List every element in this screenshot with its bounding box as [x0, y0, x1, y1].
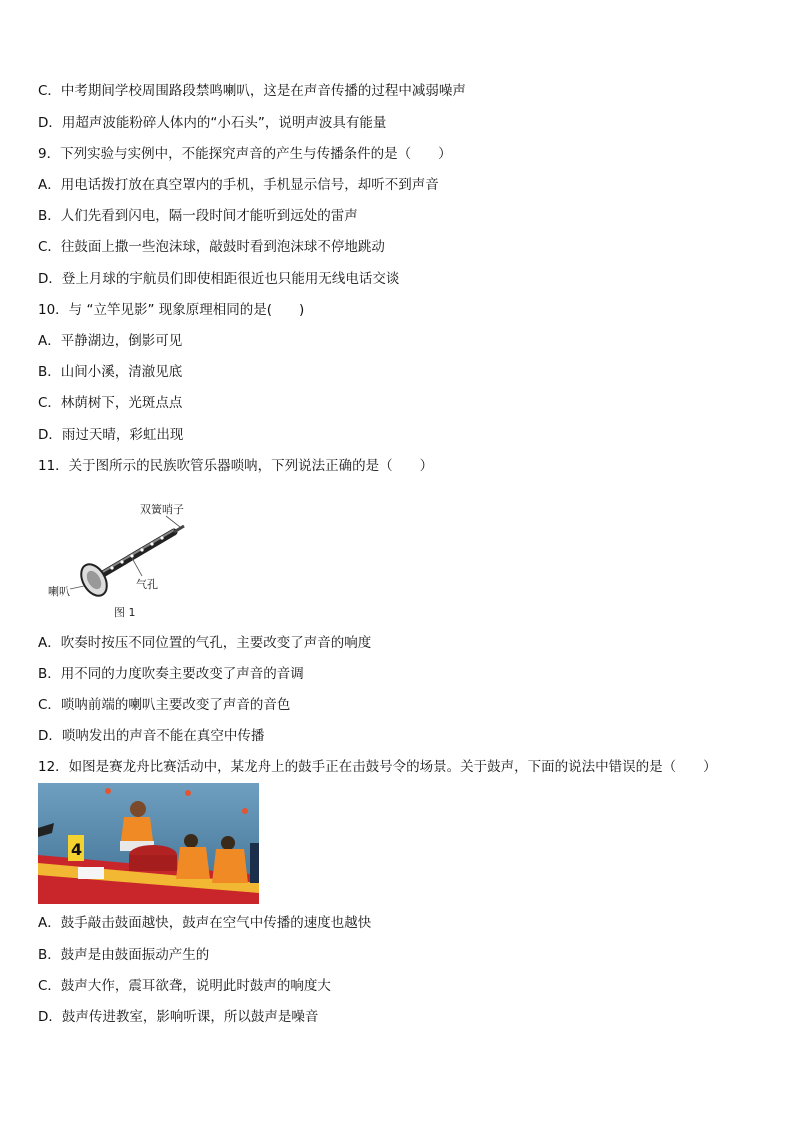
dragon-boat-photo [38, 783, 259, 904]
boat-plate [78, 867, 104, 879]
buoy [185, 790, 191, 796]
q9-option-d: D．登上月球的宇航员们即使相距很近也只能用无线电话交谈 [38, 271, 400, 287]
q12-stem: 12．如图是赛龙舟比赛活动中，某龙舟上的鼓手正在击鼓号令的场景。关于鼓声，下面的说法中错误的是（ ） [38, 759, 717, 775]
q10-option-a: A．平静湖边，倒影可见 [38, 333, 183, 349]
q12-option-a: A．鼓手敲击鼓面越快，鼓声在空气中传播的速度也越快 [38, 915, 372, 931]
reed-leader-line [166, 516, 180, 527]
buoy [242, 808, 248, 814]
suona-figure [44, 496, 194, 624]
q8-option-c: C．中考期间学校周围路段禁鸣喇叭，这是在声音传播的过程中减弱噪声 [38, 83, 466, 99]
suona-hole [150, 542, 153, 545]
paddler-vest [176, 847, 210, 879]
label-hole: 气孔 [136, 578, 158, 591]
boat-number: 4 [71, 840, 83, 859]
paddler-vest [212, 849, 248, 883]
q9-option-a: A．用电话拨打放在真空罩内的手机，手机显示信号，却听不到声音 [38, 177, 439, 193]
paddler-head [221, 836, 235, 850]
label-horn: 喇叭 [48, 585, 70, 598]
horn-leader-line [70, 586, 84, 589]
drum-body [129, 855, 177, 871]
q11-option-c: C．唢呐前端的喇叭主要改变了声音的音色 [38, 697, 291, 713]
suona-hole [140, 548, 143, 551]
q9-option-c: C．往鼓面上撒一些泡沫球，敲鼓时看到泡沫球不停地跳动 [38, 239, 385, 255]
suona-hole [160, 536, 163, 539]
q12-option-c: C．鼓声大作，震耳欲聋，说明此时鼓声的响度大 [38, 978, 331, 994]
q11-option-d: D．唢呐发出的声音不能在真空中传播 [38, 728, 265, 744]
suona-hole [130, 554, 133, 557]
suona-hole [110, 566, 113, 569]
suona-hole [120, 560, 123, 563]
q9-option-b: B．人们先看到闪电，隔一段时间才能听到远处的雷声 [38, 208, 358, 224]
q10-stem: 10．与 “立竿见影” 现象原理相同的是( ) [38, 302, 305, 318]
q11-stem: 11．关于图所示的民族吹管乐器唢呐，下列说法正确的是（ ） [38, 458, 434, 474]
label-reed: 双簧哨子 [140, 503, 184, 516]
q10-option-d: D．雨过天晴，彩虹出现 [38, 427, 184, 443]
q11-option-b: B．用不同的力度吹奏主要改变了声音的音调 [38, 666, 304, 682]
q10-option-b: B．山间小溪，清澈见底 [38, 364, 183, 380]
figure-caption: 图 1 [114, 606, 136, 619]
q11-option-a: A．吹奏时按压不同位置的气孔，主要改变了声音的响度 [38, 635, 372, 651]
drummer-head [130, 801, 146, 817]
q12-option-b: B．鼓声是由鼓面振动产生的 [38, 947, 210, 963]
paddler-head [184, 834, 198, 848]
q12-option-d: D．鼓声传进教室，影响听课，所以鼓声是噪音 [38, 1009, 319, 1025]
paddler-back [250, 843, 259, 883]
q8-option-d: D．用超声波能粉碎人体内的“小石头”，说明声波具有能量 [38, 115, 387, 131]
q9-stem: 9．下列实验与实例中，不能探究声音的产生与传播条件的是（ ） [38, 146, 452, 162]
buoy [105, 788, 111, 794]
hole-leader-line [132, 558, 142, 576]
q10-option-c: C．林荫树下，光斑点点 [38, 395, 183, 411]
